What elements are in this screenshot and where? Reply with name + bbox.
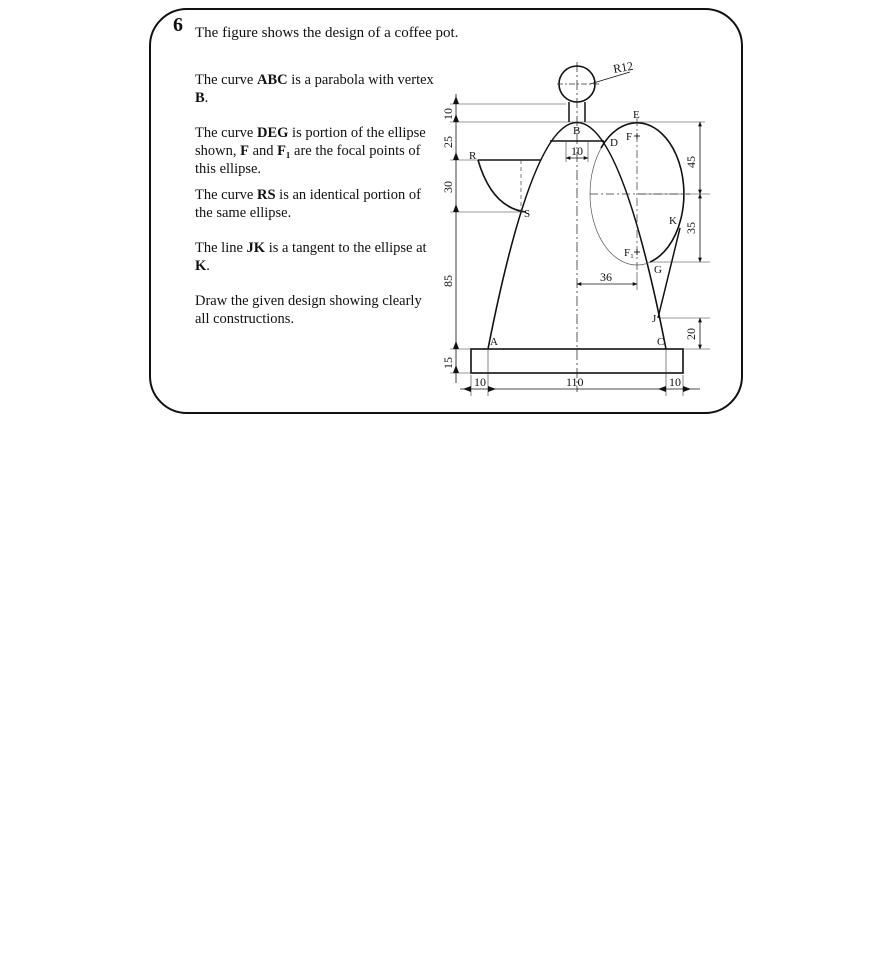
point-label-e: E (633, 109, 640, 121)
dim-label-35: 35 (684, 222, 698, 234)
point-label-g: G (654, 264, 662, 276)
bold-term: B (195, 90, 205, 106)
paragraph-parabola (195, 71, 435, 107)
point-label-c: C (657, 336, 665, 348)
point-label-a: A (490, 336, 498, 348)
dim-label-10-top: 10 (441, 108, 455, 120)
bold-term: K (195, 258, 207, 274)
paragraph-tangent (195, 239, 435, 275)
text-run: The curve (195, 72, 257, 88)
text-run: is a parabola with vertex (287, 72, 434, 88)
point-label-j: J (652, 313, 657, 325)
paragraph-instruction (195, 292, 435, 328)
text-run: . (206, 258, 210, 274)
bold-term: RS (257, 187, 276, 203)
dim-label-36: 36 (600, 270, 612, 284)
dim-label-30: 30 (441, 181, 455, 193)
paragraph-ellipse (195, 124, 435, 178)
text-run: . (204, 90, 209, 106)
coffee-pot-diagram (435, 55, 725, 405)
text-run: Draw the given design showing clearly all constructions. (195, 293, 422, 327)
text-run: The curve (195, 125, 257, 141)
bold-term: JK (246, 240, 266, 256)
bold-term: F (240, 143, 249, 159)
dim-label-25: 25 (441, 136, 455, 148)
point-label-s: S (524, 208, 531, 220)
dim-label-r12: R12 (612, 58, 635, 76)
point-label-r: R (469, 150, 477, 162)
point-label-f: F (626, 131, 633, 143)
dim-label-20: 20 (684, 328, 698, 340)
point-label-f1: F₁ (624, 247, 634, 259)
text-run: is an identical portion of the same ellipse. (195, 187, 421, 221)
bold-term: DEG (257, 125, 289, 141)
dim-label-10-base-left: 10 (474, 375, 486, 389)
point-label-b: B (573, 125, 581, 137)
text-run: The line (195, 240, 247, 256)
text-run: and (248, 143, 278, 159)
spout-curve-rs (478, 160, 526, 212)
dim-label-110: 110 (566, 375, 584, 389)
bold-term: F₁ (277, 143, 291, 159)
paragraph-rs-curve (195, 186, 435, 222)
text-run: The curve (195, 187, 257, 203)
text-run: is a tangent to the ellipse at (265, 240, 427, 256)
bold-term: ABC (257, 72, 288, 88)
point-label-k: K (669, 215, 677, 227)
dim-label-10-lid: 10 (571, 144, 583, 158)
text-run: is portion of the ellipse shown, (195, 125, 426, 159)
text-run: are the focal points of this ellipse. (195, 143, 421, 177)
question-number: 6 (173, 14, 183, 36)
dim-label-85: 85 (441, 275, 455, 287)
question-intro: The figure shows the design of a coffee pot. (195, 25, 459, 41)
dim-label-45: 45 (684, 156, 698, 168)
point-label-d: D (610, 137, 618, 149)
dim-label-15: 15 (441, 357, 455, 369)
dim-label-10-base-right: 10 (669, 375, 681, 389)
